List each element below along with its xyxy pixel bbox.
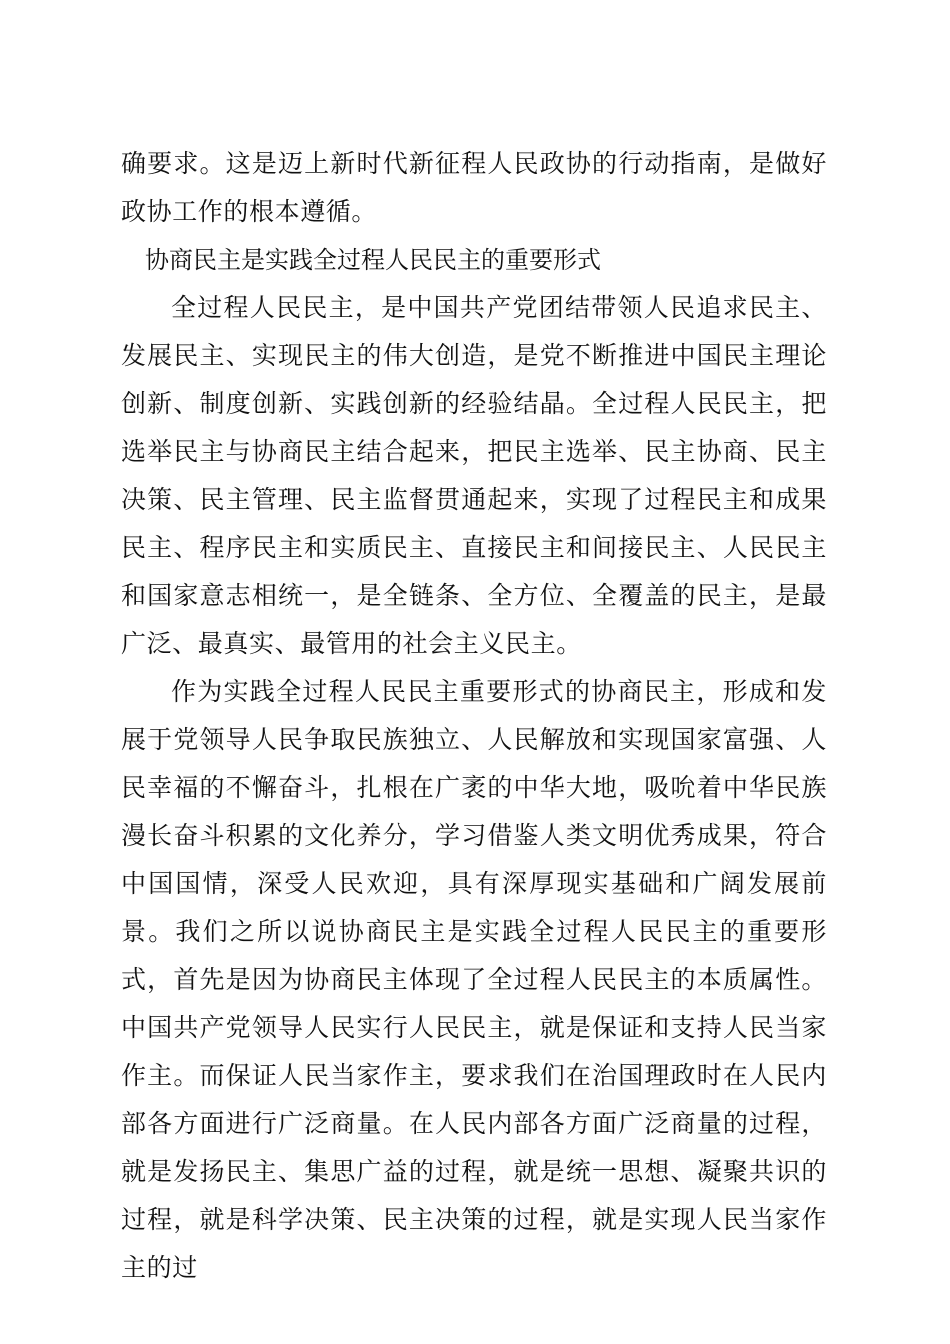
paragraph-consultative-democracy: 作为实践全过程人民民主重要形式的协商民主，形成和发展于党领导人民争取民族独立、人民解放和实现国家富强、人民幸福的不懈奋斗，扎根在广袤的中华大地，吸吮着中华民族漫长奋斗积累的文化养分，学习借鉴人类文明优秀成果，符合中国国情，深受人民欢迎，具有深厚现实基础和广阔发展前景。我们之所以说协商民主是实践全过程人民民主的重要形式，首先是因为协商民主体现了全过程人民民主的本质属性。中国共产党领导人民实行人民民主，就是保证和支持人民当家作主。而保证人民当家作主，要求我们在治国理政时在人民内部各方面进行广泛商量。在人民内部各方面广泛商量的过程，就是发扬民主、集思广益的过程，就是统一思想、凝聚共识的过程，就是科学决策、民主决策的过程，就是实现人民当家作主的过 [121,677,827,1282]
body-text [121,140,827,1292]
section-heading: 协商民主是实践全过程人民民主的重要形式 [145,246,601,274]
paragraph-whole-process-democracy: 全过程人民民主，是中国共产党团结带领人民追求民主、发展民主、实现民主的伟大创造，是党不断推进中国民主理论创新、制度创新、实践创新的经验结晶。全过程人民民主，把选举民主与协商民主结合起来，把民主选举、民主协商、民主决策、民主管理、民主监督贯通起来，实现了过程民主和成果民主、程序民主和实质民主、直接民主和间接民主、人民民主和国家意志相统一，是全链条、全方位、全覆盖的民主，是最广泛、最真实、最管用的社会主义民主。 [121,293,827,658]
paragraph-continuation: 确要求。这是迈上新时代新征程人民政协的行动指南，是做好政协工作的根本遵循。 [121,149,827,226]
